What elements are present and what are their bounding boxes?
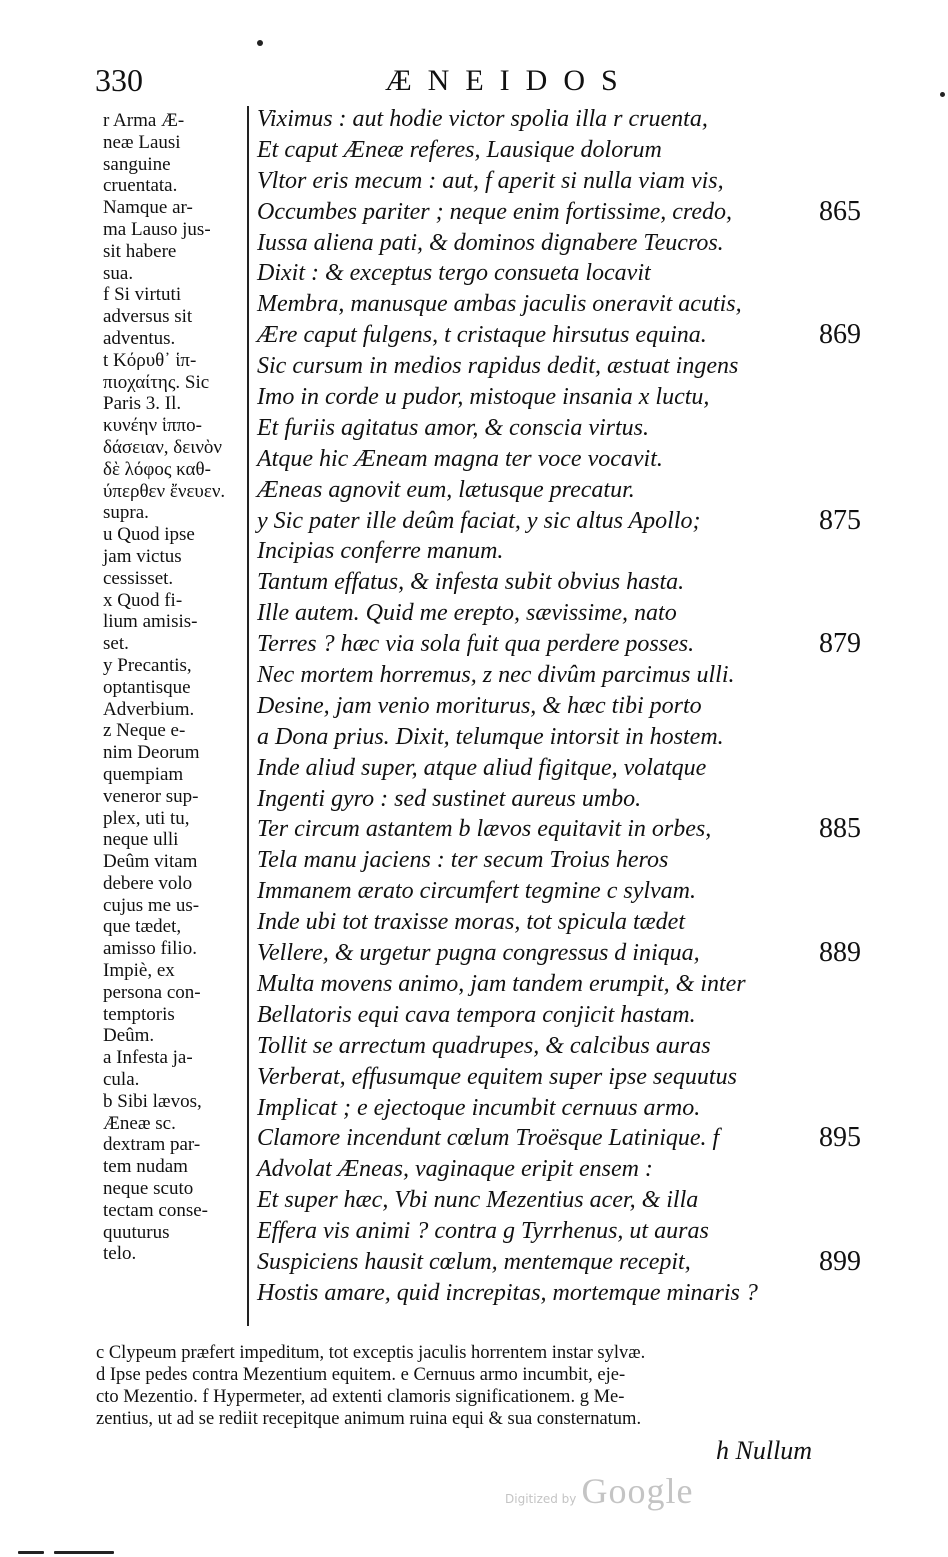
column-rule [247, 106, 249, 1326]
footnote-line: zentius, ut ad se rediit recepitque animum ruina equi & sua consternatum. [96, 1409, 642, 1429]
footnotes [96, 1342, 856, 1430]
ink-speck [257, 40, 263, 46]
footnote-line: c Clypeum præfert impeditum, tot exceptis jaculis horrentem instar sylvæ. [96, 1343, 646, 1363]
verse-line [257, 969, 857, 1000]
verse-line [257, 1216, 857, 1247]
margin-note: x Quod fi- lium amisis- set. [103, 589, 198, 655]
verse-line [257, 475, 857, 506]
verse-line [257, 351, 857, 382]
line-number: 879 [819, 628, 861, 660]
verse-text: Imo in corde u pudor, mistoque insania x luctu, [257, 384, 710, 411]
line-number: 865 [819, 195, 861, 227]
verse-line [257, 753, 857, 784]
verse-line [257, 135, 857, 166]
line-number: 899 [819, 1245, 861, 1277]
verse-text: a Dona prius. Dixit, telumque intorsit in hostem. [257, 723, 724, 750]
watermark-brand: Google [581, 1471, 694, 1511]
verse-text: Et furiis agitatus amor, & conscia virtus. [257, 414, 650, 441]
verse-line [257, 1278, 857, 1309]
verse-line [257, 289, 857, 320]
verse-text: Ære caput fulgens, t cristaque hirsutus equina. [257, 322, 707, 349]
verse-text: Membra, manusque ambas jaculis oneravit acutis, [257, 291, 742, 318]
verse-line [257, 660, 857, 691]
verse-text: Et super hæc, Vbi nunc Mezentius acer, & illa [257, 1187, 699, 1214]
verse-line [257, 722, 857, 753]
verse-text: Advolat Æneas, vaginaque eripit ensem : [257, 1156, 653, 1183]
line-number: 885 [819, 813, 861, 845]
verse-text: Immanem ærato circumfert tegmine c sylvam. [257, 878, 697, 905]
verse-text: Implicat ; e ejectoque incumbit cernuus armo. [257, 1094, 701, 1121]
verse-line [257, 845, 857, 876]
verse-line [257, 104, 857, 135]
verse-line [257, 1245, 861, 1278]
ink-speck [54, 1551, 114, 1554]
margin-note: f Si virtuti adversus sit adventus. [103, 284, 193, 349]
verse-text: Ingenti gyro : sed sustinet aureus umbo. [257, 785, 642, 812]
verse-line [257, 1093, 857, 1124]
verse-text: Terres ? hæc via sola fuit qua perdere posses. [257, 631, 695, 658]
verse-line [257, 1000, 857, 1031]
verse-line [257, 166, 857, 197]
verse-line [257, 1154, 857, 1185]
verse-text: Tantum effatus, & infesta subit obvius hasta. [257, 569, 685, 596]
verse-line [257, 504, 861, 537]
margin-note: z Neque e- nim Deorum quempiam veneror sup- plex, uti tu, neque ulli Deûm vitam debere volo cujus me us- que tædet, amisso filio. Impiè, ex persona con- temptoris Deûm. [103, 720, 201, 1047]
verse-line [257, 413, 857, 444]
line-number: 875 [819, 504, 861, 536]
footnote-line: cto Mezentio. f Hypermeter, ad extenti clamoris significationem. g Me- [96, 1387, 625, 1407]
margin-note: u Quod ipse jam victus cessisset. [103, 524, 195, 589]
verse-line [257, 937, 861, 969]
verse-line [257, 598, 857, 629]
verse-text: Sic cursum in medios rapidus dedit, æstuat ingens [257, 353, 739, 380]
verse-text: Ter circum astantem b lævos equitavit in orbes, [257, 816, 712, 843]
verse-text: y Sic pater ille deûm faciat, y sic altus Apollo; [257, 507, 701, 534]
verse-line [257, 536, 857, 567]
page-header [95, 62, 855, 102]
verse-text: Vltor eris mecum : aut, f aperit si nulla viam vis, [257, 167, 724, 194]
verse-line [257, 567, 857, 598]
verse-text: Effera vis animi ? contra g Tyrrhenus, ut auras [257, 1218, 709, 1245]
watermark-prefix: Digitized by [505, 1492, 577, 1506]
verse-text: Clamore incendunt cœlum Troësque Latinique. f [257, 1125, 720, 1152]
catchword: h Nullum [716, 1436, 813, 1465]
running-title: ÆNEIDOS [385, 64, 634, 97]
verse-line [257, 1062, 857, 1093]
verse-text: Et caput Æneæ referes, Lausique dolorum [257, 136, 662, 163]
verse-line [257, 876, 857, 907]
verse-line [257, 691, 857, 722]
verse-text: Desine, jam venio moriturus, & hæc tibi porto [257, 692, 702, 719]
margin-note: b Sibi lævos, Æneæ sc. dextram par- tem nudam neque scuto tectam conse- quuturus telo. [103, 1090, 208, 1265]
verse-text: Ille autem. Quid me erepto, sævissime, nato [257, 600, 677, 627]
verse-text: Tela manu jaciens : ter secum Troius heros [257, 847, 669, 874]
verse-line [257, 784, 857, 815]
margin-note: r Arma Æ- neæ Lausi sanguine cruentata. Namque ar- ma Lauso jus- sit habere sua. [103, 110, 211, 284]
verse-text: Hostis amare, quid increpitas, mortemque minaris ? [257, 1279, 758, 1306]
verse-text: Nec mortem horremus, z nec divûm parcimus ulli. [257, 662, 735, 689]
verse-text: Inde ubi tot traxisse moras, tot spicula tædet [257, 909, 685, 936]
page-number: 330 [95, 62, 143, 98]
verse-text: Iussa aliena pati, & dominos dignabere Teucros. [257, 229, 724, 256]
verse-line [257, 258, 857, 289]
verse-line [257, 1122, 861, 1154]
verse-line [257, 382, 857, 413]
verse-text: Vellere, & urgetur pugna congressus d iniqua, [257, 940, 700, 967]
verse-line [257, 628, 861, 660]
poem-text [257, 104, 861, 1309]
verse-text: Verberat, effusumque equitem super ipse sequutus [257, 1063, 737, 1090]
ink-speck [940, 92, 945, 97]
verse-text: Inde aliud super, atque aliud figitque, volatque [257, 754, 707, 781]
verse-text: Incipias conferre manum. [257, 538, 504, 565]
margin-note: a Infesta ja- cula. [103, 1047, 193, 1091]
verse-text: Dixit : & exceptus tergo consueta locavit [257, 260, 651, 287]
verse-line [257, 813, 861, 845]
margin-note: y Precantis, optantisque Adverbium. [103, 654, 195, 720]
verse-line [257, 1031, 857, 1062]
verse-text: Bellatoris equi cava tempora conjicit hastam. [257, 1001, 696, 1028]
verse-line [257, 228, 857, 259]
line-number: 869 [819, 319, 861, 351]
verse-text: Viximus : aut hodie victor spolia illa r cruenta, [257, 106, 708, 132]
verse-text: Atque hic Æneam magna ter voce vocavit. [257, 445, 663, 472]
verse-line [257, 1185, 857, 1216]
margin-notes [103, 110, 243, 1265]
verse-line [257, 907, 857, 938]
footnote-line: d Ipse pedes contra Mezentium equitem. e Cernuus armo incumbit, eje- [96, 1365, 626, 1385]
ink-speck [18, 1551, 44, 1554]
verse-text: Multa movens animo, jam tandem erumpit, & inter [257, 970, 746, 997]
verse-text: Tollit se arrectum quadrupes, & calcibus auras [257, 1032, 711, 1059]
digitization-watermark [505, 1470, 693, 1512]
verse-line [257, 319, 861, 351]
margin-note: t Κόρυθ᾽ ἱπ- πιοχαίτης. Sic Paris 3. Il. κυνέην ἱππο- δάσειαν, δεινὸν δὲ λόφος καθ- ύπερθεν ἔνευεν. supra. [103, 349, 226, 524]
verse-line [257, 444, 857, 475]
verse-line [257, 195, 861, 228]
line-number: 895 [819, 1122, 861, 1154]
verse-text: Occumbes pariter ; neque enim fortissime, credo, [257, 198, 733, 225]
verse-text: Suspiciens hausit cœlum, mentemque recepit, [257, 1248, 691, 1275]
verse-text: Æneas agnovit eum, lætusque precatur. [257, 476, 635, 503]
line-number: 889 [819, 937, 861, 969]
